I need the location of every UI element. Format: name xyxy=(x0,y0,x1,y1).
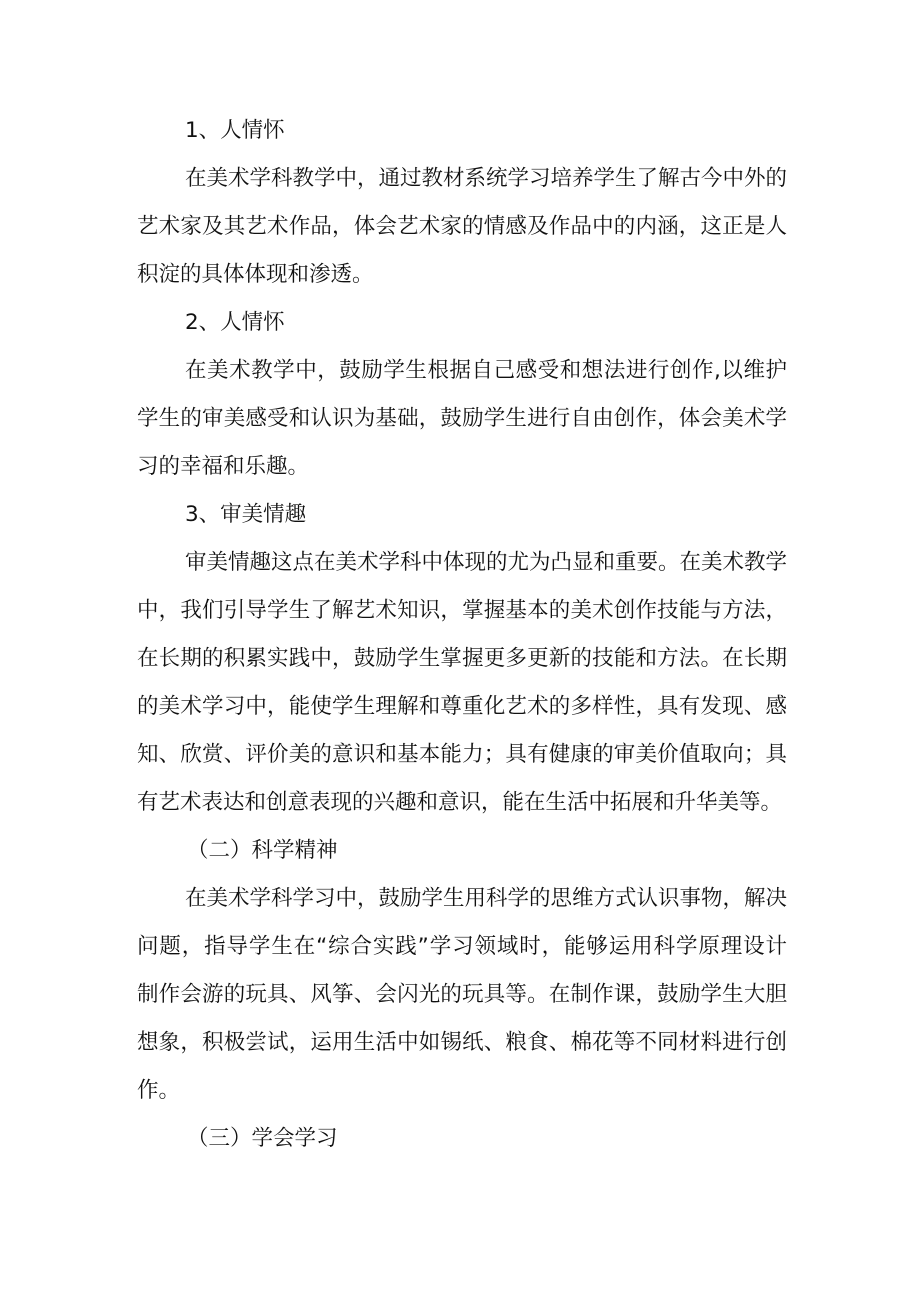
paragraph-line: 积淀的具体体现和渗透。 xyxy=(137,262,374,287)
section-heading-science: （二）科学精神 xyxy=(187,838,338,863)
paragraph-line: 审美情趣这点在美术学科中体现的尤为凸显和重要。在美术教学 xyxy=(185,550,788,575)
paragraph-line: 中，我们引导学生了解艺术知识，掌握基本的美术创作技能与方法， xyxy=(137,598,787,623)
paragraph-line: 在长期的积累实践中，鼓励学生掌握更多更新的技能和方法。在长期 xyxy=(137,646,787,671)
paragraph-line: 在美术教学中，鼓励学生根据自己感受和想法进行创作,以维护 xyxy=(185,358,787,383)
section-heading-3: 3、审美情趣 xyxy=(185,502,307,527)
paragraph-line: 制作会游的玩具、风筝、会闪光的玩具等。在制作课，鼓励学生大胆 xyxy=(137,982,787,1007)
section-heading-learning: （三）学会学习 xyxy=(187,1126,338,1151)
section-heading-1: 1、人情怀 xyxy=(185,118,285,143)
paragraph-line: 在美术学科学习中，鼓励学生用科学的思维方式认识事物，解决 xyxy=(185,886,788,911)
section-heading-2: 2、人情怀 xyxy=(185,310,285,335)
paragraph-line: 习的幸福和乐趣。 xyxy=(137,454,310,479)
paragraph-line: 在美术学科教学中，通过教材系统学习培养学生了解古今中外的 xyxy=(185,166,788,191)
paragraph-line: 想象，积极尝试，运用生活中如锡纸、粮食、棉花等不同材料进行创 xyxy=(137,1030,787,1055)
paragraph-line: 学生的审美感受和认识为基础，鼓励学生进行自由创作，体会美术学 xyxy=(137,406,787,431)
paragraph-line: 作。 xyxy=(137,1078,181,1103)
paragraph-line: 问题，指导学生在“综合实践”学习领域时，能够运用科学原理设计 xyxy=(137,934,787,959)
paragraph-line: 有艺术表达和创意表现的兴趣和意识，能在生活中拓展和升华美等。 xyxy=(137,790,783,815)
paragraph-line: 艺术家及其艺术作品，体会艺术家的情感及作品中的内涵，这正是人 xyxy=(137,214,787,239)
paragraph-line: 的美术学习中，能使学生理解和尊重化艺术的多样性，具有发现、感 xyxy=(137,694,787,719)
paragraph-line: 知、欣赏、评价美的意识和基本能力；具有健康的审美价值取向；具 xyxy=(137,742,787,767)
